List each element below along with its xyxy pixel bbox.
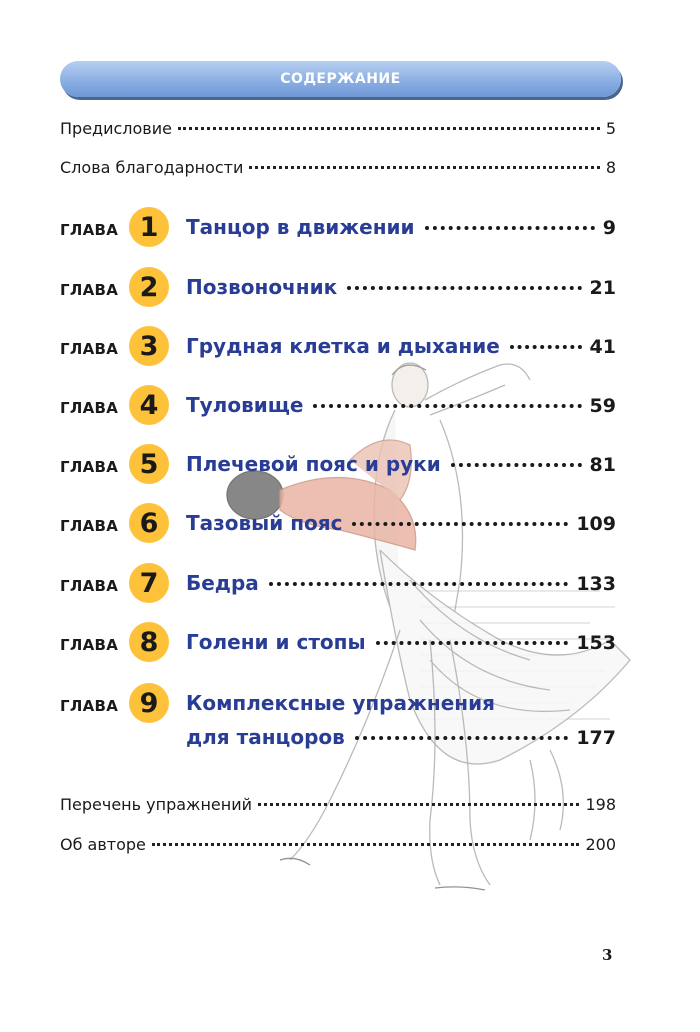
- contents-header-banner: [60, 61, 621, 97]
- dot-leader: [249, 166, 599, 169]
- chapter-number-badge: 2: [129, 267, 169, 307]
- chapter-word: ГЛАВА: [60, 340, 119, 358]
- dot-leader: [376, 641, 569, 645]
- dot-leader: [425, 226, 595, 230]
- chapter-page: 133: [576, 573, 616, 595]
- chapter-page: 41: [589, 336, 616, 358]
- chapter-number-badge: 5: [129, 444, 169, 484]
- toc-entry-preface[interactable]: [60, 119, 616, 138]
- dot-leader: [451, 463, 582, 467]
- chapter-word: ГЛАВА: [60, 577, 119, 595]
- toc-chapter-2[interactable]: [60, 267, 616, 309]
- chapter-line: [186, 393, 616, 417]
- chapter-line: [186, 275, 616, 299]
- chapter-page: 21: [589, 277, 616, 299]
- dot-leader: [269, 582, 569, 586]
- dot-leader: [352, 522, 568, 526]
- chapter-word: ГЛАВА: [60, 517, 119, 535]
- toc-chapter-4[interactable]: [60, 385, 616, 427]
- contents-title: СОДЕРЖАНИЕ: [280, 71, 401, 87]
- chapter-number-badge: 1: [129, 207, 169, 247]
- chapter-number-badge: 7: [129, 563, 169, 603]
- chapter-title: Танцор в движении: [186, 215, 415, 239]
- chapter-number-badge: 3: [129, 326, 169, 366]
- toc-chapter-6[interactable]: [60, 503, 616, 545]
- chapter-title: Бедра: [186, 571, 259, 595]
- chapter-title: Плечевой пояс и руки: [186, 452, 441, 476]
- toc-chapter-9[interactable]: [60, 683, 616, 759]
- toc-chapter-1[interactable]: [60, 207, 616, 249]
- chapter-title: Туловище: [186, 393, 304, 417]
- chapter-title: Позвоночник: [186, 275, 338, 299]
- chapter-page: 81: [589, 454, 616, 476]
- toc-chapter-3[interactable]: [60, 326, 616, 368]
- entry-title: Об авторе: [60, 835, 146, 854]
- chapter-line: [186, 630, 616, 654]
- chapter-title-line1: Комплексные упражнения: [186, 691, 495, 715]
- chapter-line: [186, 334, 616, 358]
- chapter-title: Грудная клетка и дыхание: [186, 334, 500, 358]
- entry-page: 8: [605, 158, 616, 177]
- chapter-word: ГЛАВА: [60, 281, 119, 299]
- entry-title: Перечень упражнений: [60, 795, 253, 814]
- chapter-word: ГЛАВА: [60, 636, 119, 654]
- chapter-word: ГЛАВА: [60, 697, 119, 715]
- chapter-number-badge: 9: [129, 683, 169, 723]
- entry-title: Предисловие: [60, 119, 172, 138]
- toc-entry-exercise-list[interactable]: [60, 795, 616, 814]
- chapter-title: Тазовый пояс: [186, 511, 343, 535]
- chapter-page: 109: [576, 513, 616, 535]
- chapter-title-line2: для танцоров: [186, 725, 345, 749]
- chapter-word: ГЛАВА: [60, 458, 119, 476]
- dot-leader: [152, 843, 580, 846]
- chapter-number-badge: 4: [129, 385, 169, 425]
- dot-leader: [258, 803, 579, 806]
- dot-leader: [313, 404, 581, 408]
- toc-entry-about-author[interactable]: [60, 835, 616, 854]
- chapter-page: 177: [576, 727, 616, 749]
- chapter-page: 153: [576, 632, 616, 654]
- toc-entry-acknowledgements[interactable]: [60, 158, 616, 177]
- chapter-number-badge: 6: [129, 503, 169, 543]
- chapter-title: Голени и стопы: [186, 630, 366, 654]
- chapter-word: ГЛАВА: [60, 399, 119, 417]
- chapter-line: [186, 215, 616, 239]
- dot-leader: [347, 286, 581, 290]
- chapter-number-badge: 8: [129, 622, 169, 662]
- toc-chapter-5[interactable]: [60, 444, 616, 486]
- toc-chapter-7[interactable]: [60, 563, 616, 605]
- chapter-line: [186, 452, 616, 476]
- chapter-line: [186, 571, 616, 595]
- chapter-page: 9: [602, 217, 616, 239]
- chapter-word: ГЛАВА: [60, 221, 119, 239]
- toc-chapter-8[interactable]: [60, 622, 616, 664]
- dot-leader: [510, 345, 582, 349]
- chapter-line: [186, 511, 616, 535]
- entry-page: 5: [605, 119, 616, 138]
- dot-leader: [178, 127, 600, 130]
- entry-page: 200: [585, 835, 616, 854]
- chapter-line: [186, 725, 616, 749]
- chapter-page: 59: [589, 395, 616, 417]
- entry-page: 198: [585, 795, 616, 814]
- page-number: 3: [602, 946, 613, 964]
- dot-leader: [355, 736, 569, 740]
- entry-title: Слова благодарности: [60, 158, 244, 177]
